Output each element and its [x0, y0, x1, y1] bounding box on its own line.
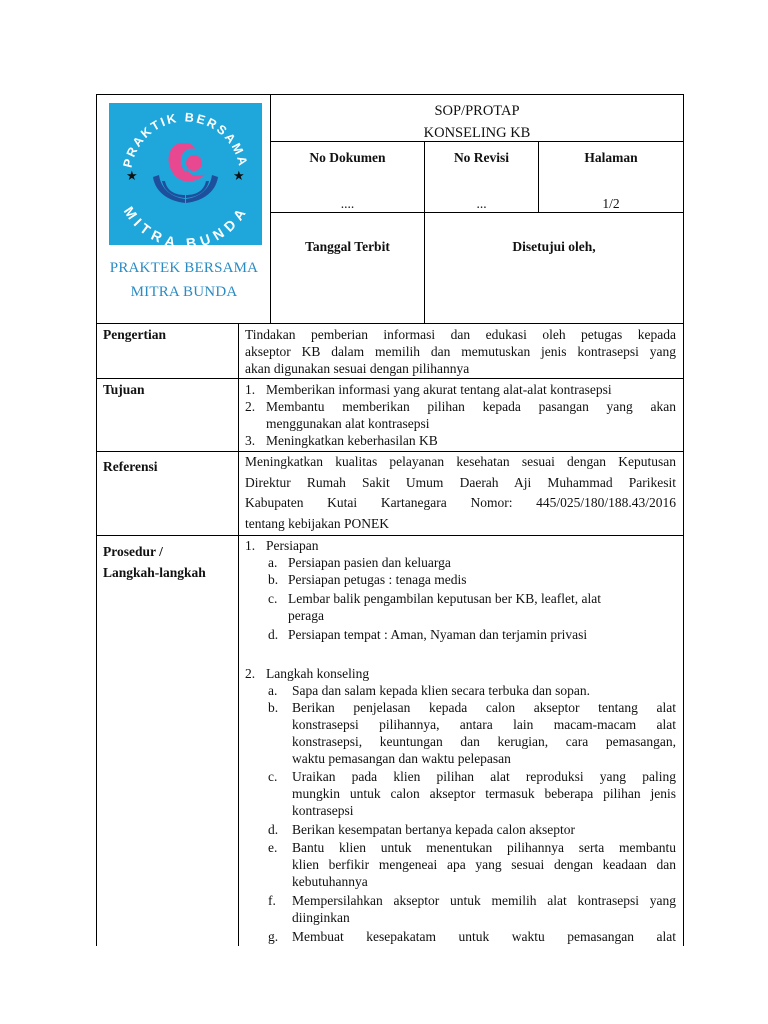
step-2f-line2: diinginkan — [292, 910, 350, 925]
list-item — [245, 892, 676, 928]
step-1c-line2: peraga — [288, 608, 324, 623]
practice-name — [98, 256, 270, 304]
step-1c-line1: Lembar balik pengambilan keputusan ber KB, leaflet, alat — [288, 591, 602, 606]
step-1-num: 1. — [245, 538, 256, 553]
pengertian-line2: akseptor KB dalam memilih dan memutuskan jenis kontrasepsi yang — [245, 344, 676, 359]
list-item — [245, 398, 676, 432]
tujuan-item-2 — [266, 398, 676, 432]
tujuan-item-2-line1: Membantu memberikan pilihan kepada pasangan yang akan — [266, 399, 676, 414]
step-1a-letter: a. — [268, 555, 278, 570]
list-item — [245, 571, 676, 588]
tujuan-item-3: Meningkatkan keberhasilan KB — [266, 433, 438, 448]
referensi-line4: tentang kebijakan PONEK — [245, 515, 389, 531]
list-item — [245, 624, 676, 643]
table-border-right — [683, 94, 684, 946]
label-col-divider — [238, 323, 239, 946]
step-2b-line1: Berikan penjelasan kepada calon akseptor tentang alat — [292, 700, 676, 715]
list-item — [245, 928, 676, 945]
header-bottom — [96, 323, 684, 324]
pengertian-text — [245, 326, 676, 377]
prosedur-label — [103, 541, 206, 583]
list-item — [245, 699, 676, 768]
step-2e-line1: Bantu klien untuk menentukan pilihannya serta membantu — [292, 840, 676, 855]
step-2f-text — [292, 892, 676, 926]
tujuan-num-3: 3. — [245, 433, 256, 448]
logo-emblem — [109, 103, 262, 245]
no-dokumen-value: .... — [340, 196, 355, 211]
step-2g-text — [292, 928, 676, 945]
referensi-label: Referensi — [103, 459, 158, 474]
step-1c-letter: c. — [268, 591, 278, 606]
tujuan-label: Tujuan — [103, 382, 145, 397]
step-1c-text — [288, 590, 601, 624]
step-2e-text — [292, 839, 676, 890]
title-line2: KONSELING KB — [423, 125, 531, 141]
tujuan-item-2-line2: menggunakan alat kontrasepsi — [266, 416, 430, 431]
step-1d-text: Persiapan tempat : Aman, Nyaman dan terjamin privasi — [288, 627, 588, 642]
logo — [109, 103, 262, 245]
list-item — [245, 554, 676, 571]
halaman-label: Halaman — [584, 150, 638, 165]
step-2c-letter: c. — [268, 769, 278, 784]
list-item — [245, 381, 676, 398]
step-2b-line3: konstrasepsi, keuntungan dan kerugian, cara pemasangan, — [292, 734, 676, 749]
list-item — [245, 768, 676, 821]
step-1b-letter: b. — [268, 572, 279, 587]
tujuan-list — [245, 381, 676, 449]
document-title — [271, 100, 683, 144]
logo-arc-top-text: PRAKTIK BERSAMA — [120, 110, 251, 169]
tujuan-item-1: Memberikan informasi yang akurat tentang alat-alat kontrasepsi — [266, 382, 612, 397]
no-revisi-value: ... — [476, 196, 487, 211]
list-item — [245, 839, 676, 892]
step-2d-text: Berikan kesempatan bertanya kepada calon akseptor — [292, 822, 575, 837]
header-doc-row-bottom — [270, 212, 684, 213]
practice-name-line2: MITRA BUNDA — [130, 284, 238, 300]
star-icon: ★ — [126, 169, 138, 184]
list-item — [245, 682, 676, 699]
step-2b-line2: konstrasepsi pilihannya, antara lain macam-macam alat — [292, 717, 676, 732]
pengertian-line3: akan digunakan sesuai dengan pilihannya — [245, 361, 470, 376]
tujuan-num-2: 2. — [245, 399, 256, 414]
step-2e-line3: kebutuhannya — [292, 874, 368, 889]
tujuan-num-1: 1. — [245, 382, 256, 397]
step-2-title: Langkah konseling — [266, 666, 370, 681]
step-2b-line4: waktu pemasangan dan waktu pelepasan — [292, 751, 511, 766]
prosedur-steps — [245, 537, 676, 945]
table-border-left — [96, 94, 97, 946]
step-2d-letter: d. — [268, 822, 279, 837]
step-2c-line1: Uraikan pada klien pilihan alat reproduksi yang paling — [292, 769, 676, 784]
step-2f-letter: f. — [268, 893, 276, 908]
step-2c-line2: mungkin untuk calon akseptor termasuk beberapa pilihan jenis — [292, 786, 676, 801]
step-1a-text: Persiapan pasien dan keluarga — [288, 555, 451, 570]
pengertian-label: Pengertian — [103, 327, 166, 342]
referensi-line1: Meningkatkan kualitas pelayanan kesehatan sesuai dengan Keputusan — [245, 454, 676, 469]
step-2a-text: Sapa dan salam kepada klien secara terbuka dan sopan. — [292, 683, 591, 698]
list-item — [245, 537, 676, 554]
list-item — [245, 821, 676, 839]
row-divider-referensi — [96, 535, 684, 536]
star-icon: ★ — [233, 169, 245, 184]
referensi-text — [245, 452, 676, 534]
no-dokumen-label: No Dokumen — [309, 150, 386, 165]
step-2-num: 2. — [245, 666, 256, 681]
title-line1: SOP/PROTAP — [434, 103, 520, 119]
step-2b-letter: b. — [268, 700, 279, 715]
row-divider-pengertian — [96, 378, 684, 379]
practice-name-line1: PRAKTEK BERSAMA — [109, 260, 259, 276]
referensi-line3: Kabupaten Kutai Kartanegara Nomor: 445/025/180/188.43/2016 — [245, 495, 676, 510]
step-2f-line1: Mempersilahkan akseptor untuk memilih alat kontrasepsi yang — [292, 893, 676, 908]
list-item — [245, 588, 676, 624]
halaman-value: 1/2 — [602, 196, 620, 211]
list-item — [245, 432, 676, 449]
prosedur-label-line1: Prosedur / — [103, 544, 163, 559]
referensi-line2: Direktur Rumah Sakit Umum Daerah Aji Muhammad Parikesit — [245, 474, 676, 490]
step-2b-text — [292, 699, 676, 767]
header-col-divider-1 — [424, 141, 425, 324]
list-item — [245, 665, 676, 682]
disetujui-label: Disetujui oleh, — [512, 239, 596, 254]
step-2e-line2: klien berfikir mengeneai apa yang sesuai dengan keadaan dan — [292, 857, 676, 872]
step-1b-text: Persiapan petugas : tenaga medis — [288, 572, 467, 587]
step-2g-letter: g. — [268, 929, 279, 944]
step-1d-letter: d. — [268, 627, 279, 642]
step-1-title: Persiapan — [266, 538, 319, 553]
no-revisi-label: No Revisi — [453, 150, 510, 165]
step-2e-letter: e. — [268, 840, 278, 855]
step-2g-line1: Membuat kesepakatam untuk waktu pemasangan alat — [292, 929, 676, 944]
step-2a-letter: a. — [268, 683, 278, 698]
step-2c-text — [292, 768, 676, 819]
tanggal-terbit-label: Tanggal Terbit — [305, 239, 390, 254]
table-border-top — [96, 94, 684, 95]
prosedur-label-line2: Langkah-langkah — [103, 565, 206, 580]
step-2c-line3: kontrasepsi — [292, 803, 354, 818]
pengertian-line1: Tindakan pemberian informasi dan edukasi oleh petugas kepada — [245, 327, 676, 342]
logo-arc-bottom-text: MITRA BUNDA — [120, 203, 251, 245]
